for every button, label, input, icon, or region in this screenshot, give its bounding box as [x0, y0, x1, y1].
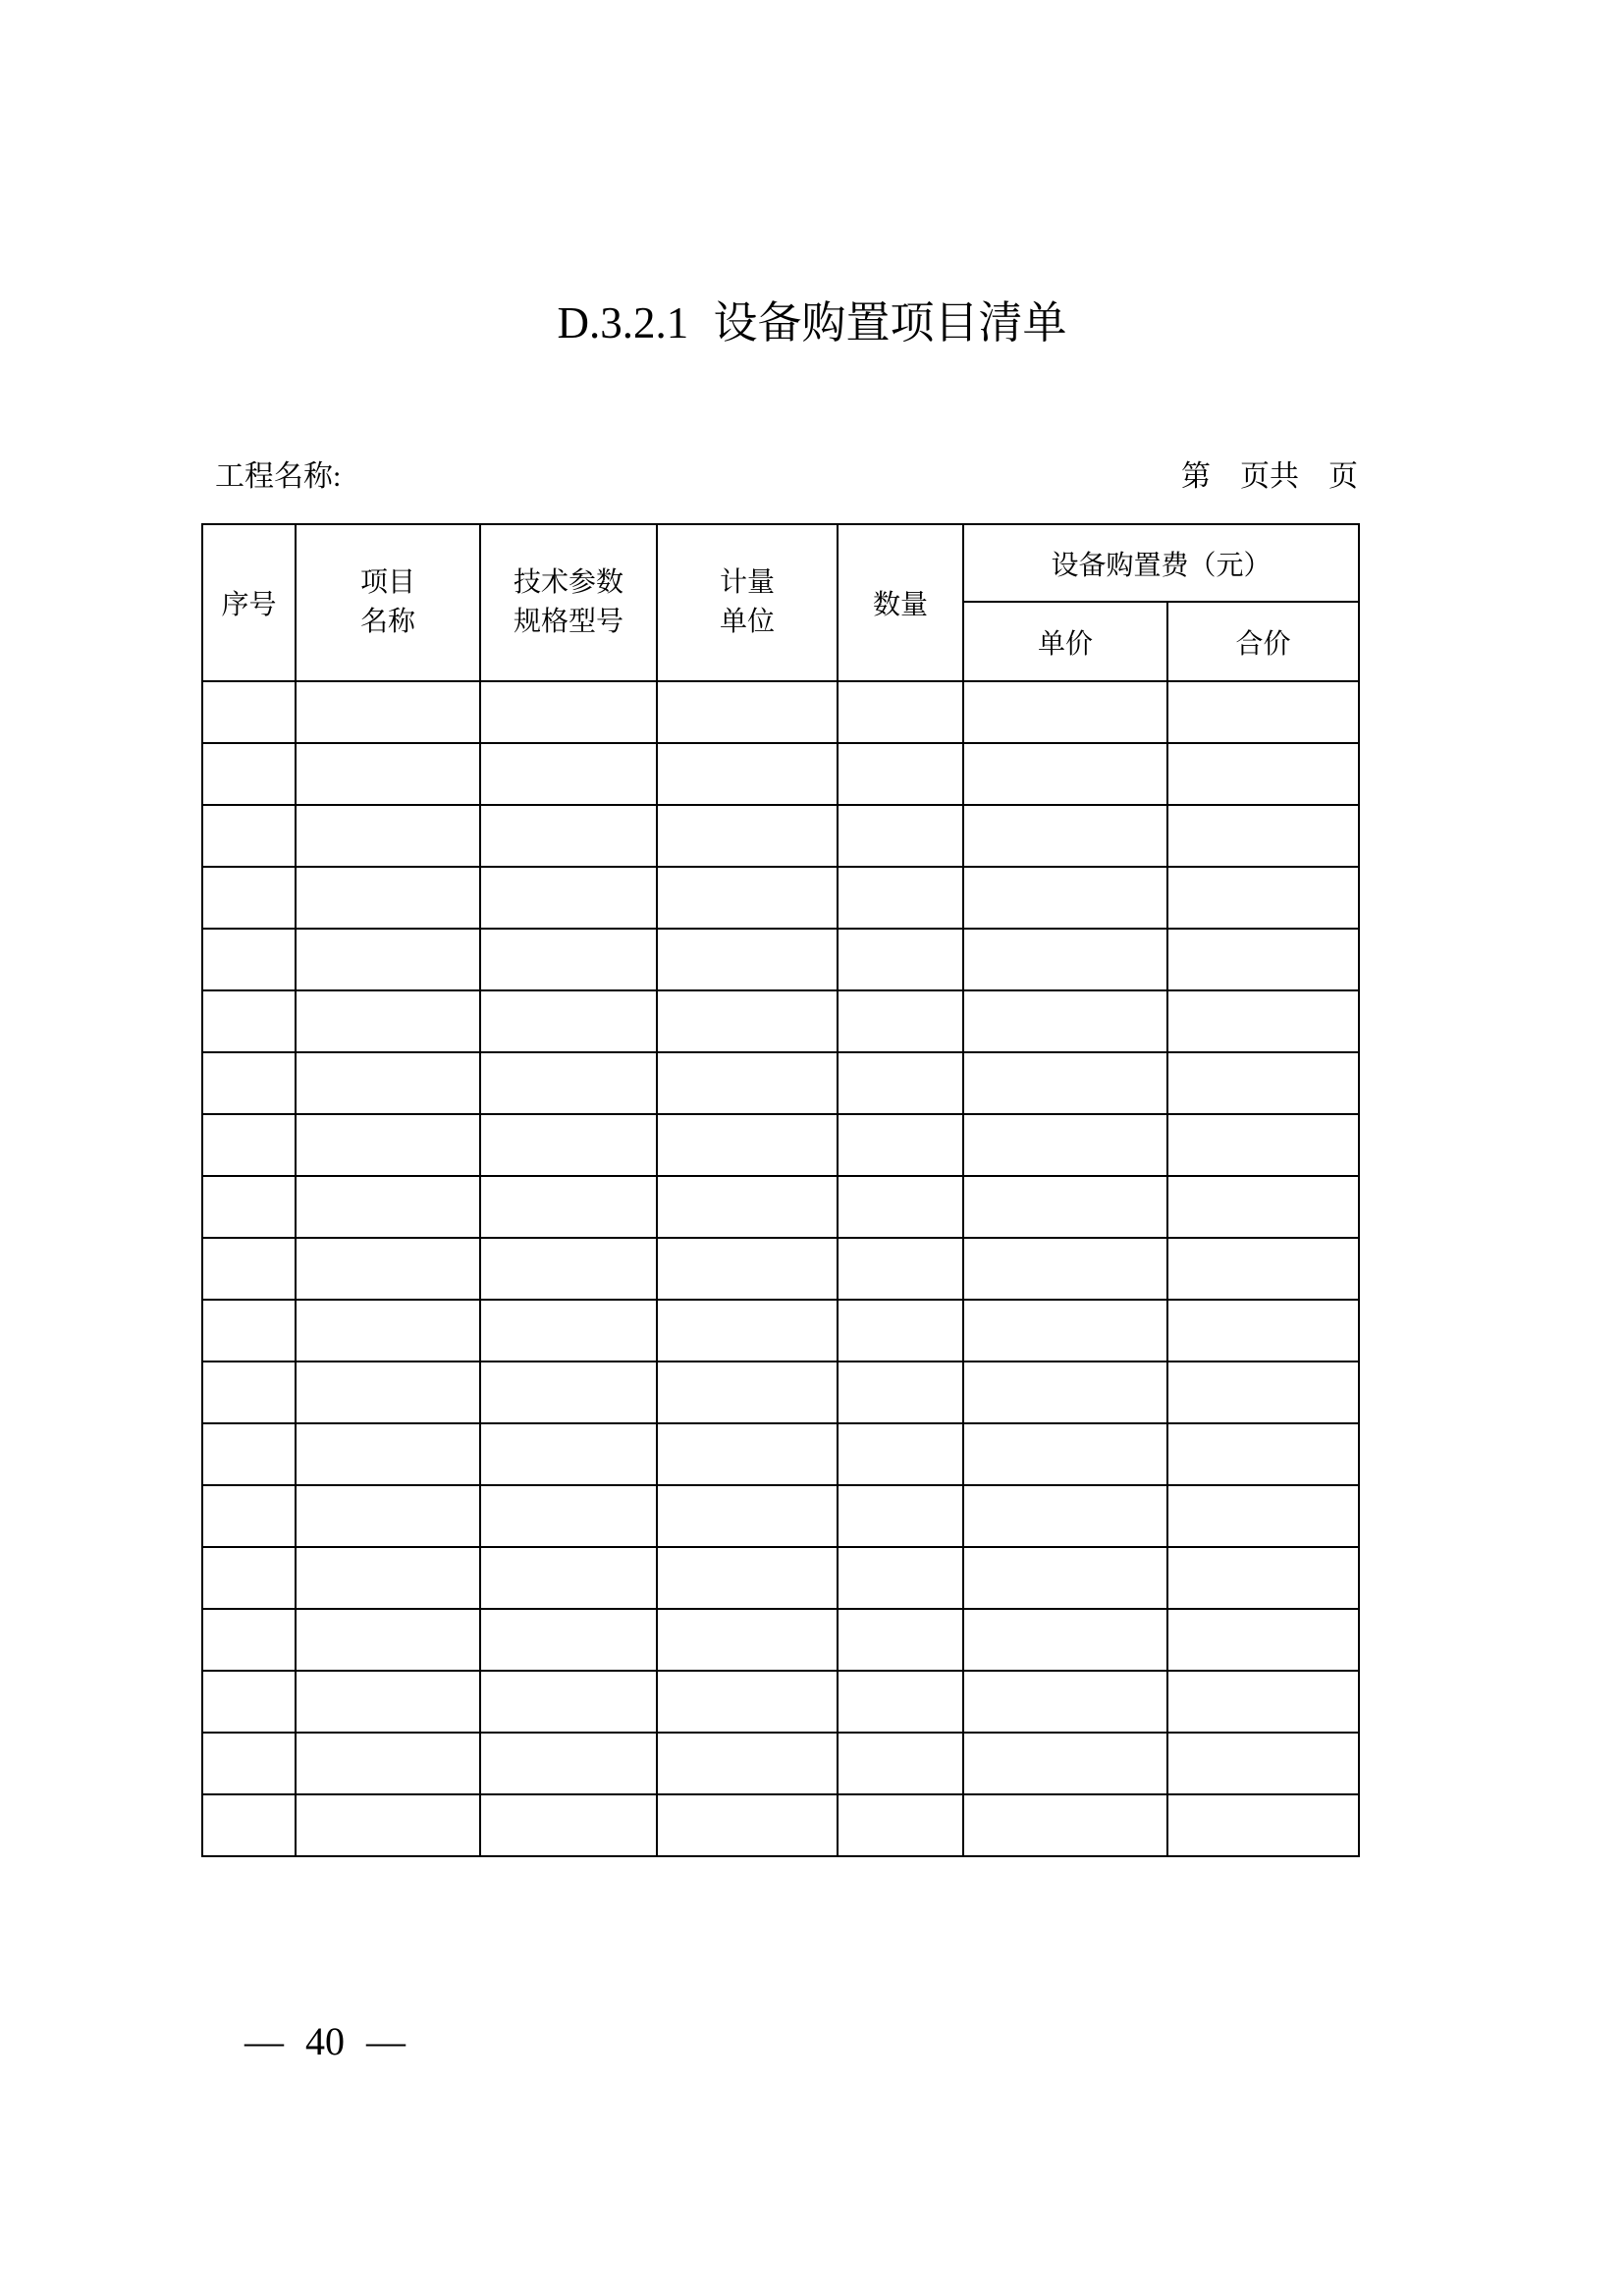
table-cell-empty: [657, 1733, 838, 1794]
table-cell-empty: [1167, 1794, 1359, 1856]
table-row: [202, 1733, 1359, 1794]
col-header-unit-price: 单价: [963, 602, 1167, 681]
table-cell-empty: [480, 805, 657, 867]
table-cell-empty: [838, 1423, 963, 1485]
table-cell-empty: [1167, 805, 1359, 867]
table-cell-empty: [963, 990, 1167, 1052]
table-cell-empty: [963, 1547, 1167, 1609]
table-cell-empty: [480, 867, 657, 929]
table-cell-empty: [480, 1733, 657, 1794]
table-cell-empty: [963, 1485, 1167, 1547]
table-cell-empty: [657, 929, 838, 990]
table-cell-empty: [657, 1052, 838, 1114]
table-cell-empty: [1167, 1485, 1359, 1547]
col-header-spec-line2: 规格型号: [513, 607, 623, 637]
table-cell-empty: [963, 1423, 1167, 1485]
table-row: [202, 1485, 1359, 1547]
table-cell-empty: [963, 929, 1167, 990]
table-cell-empty: [838, 1300, 963, 1362]
table-row: [202, 867, 1359, 929]
table-cell-empty: [838, 1485, 963, 1547]
table-cell-empty: [963, 1794, 1167, 1856]
col-header-item-name-line1: 项目: [359, 567, 415, 598]
table-cell-empty: [657, 1238, 838, 1300]
table-cell-empty: [838, 990, 963, 1052]
table-cell-empty: [480, 929, 657, 990]
table-cell-empty: [963, 1114, 1167, 1176]
table-cell-empty: [202, 1547, 296, 1609]
col-header-spec-line1: 技术参数: [513, 567, 623, 598]
table-cell-empty: [480, 681, 657, 743]
table-cell-empty: [1167, 1609, 1359, 1671]
table-cell-empty: [963, 743, 1167, 805]
table-row: [202, 1176, 1359, 1238]
table-row: [202, 1423, 1359, 1485]
table-row: [202, 1547, 1359, 1609]
col-header-serial: 序号: [202, 524, 296, 681]
table-cell-empty: [202, 1362, 296, 1423]
table-cell-empty: [657, 1300, 838, 1362]
table-cell-empty: [296, 1362, 480, 1423]
table-cell-empty: [296, 1300, 480, 1362]
table-cell-empty: [296, 1733, 480, 1794]
table-cell-empty: [202, 1485, 296, 1547]
table-cell-empty: [1167, 1423, 1359, 1485]
table-cell-empty: [480, 1362, 657, 1423]
table-cell-empty: [296, 929, 480, 990]
table-cell-empty: [296, 1423, 480, 1485]
table-cell-empty: [480, 1300, 657, 1362]
table-cell-empty: [657, 1176, 838, 1238]
table-cell-empty: [296, 743, 480, 805]
table-cell-empty: [838, 1671, 963, 1733]
table-cell-empty: [838, 805, 963, 867]
table-cell-empty: [838, 681, 963, 743]
table-row: [202, 1238, 1359, 1300]
table-cell-empty: [657, 1671, 838, 1733]
table-cell-empty: [963, 1609, 1167, 1671]
table-row: [202, 681, 1359, 743]
table-cell-empty: [296, 681, 480, 743]
table-cell-empty: [838, 1238, 963, 1300]
table-cell-empty: [296, 805, 480, 867]
table-cell-empty: [838, 1609, 963, 1671]
header-row-top: [202, 524, 1359, 602]
table-cell-empty: [202, 1423, 296, 1485]
table-cell-empty: [1167, 1547, 1359, 1609]
table-cell-empty: [480, 1671, 657, 1733]
table-cell-empty: [202, 867, 296, 929]
table-cell-empty: [480, 1609, 657, 1671]
table-header: [202, 524, 1359, 681]
table-row: [202, 1609, 1359, 1671]
table-cell-empty: [202, 990, 296, 1052]
page-counter: 第 页共 页: [1181, 460, 1358, 493]
table-cell-empty: [963, 1671, 1167, 1733]
table-cell-empty: [480, 1238, 657, 1300]
table-cell-empty: [657, 1362, 838, 1423]
table-cell-empty: [296, 1176, 480, 1238]
table-cell-empty: [202, 1176, 296, 1238]
table-cell-empty: [963, 1733, 1167, 1794]
table-row: [202, 1671, 1359, 1733]
table-cell-empty: [296, 1609, 480, 1671]
page-number: — 40 —: [244, 2019, 406, 2063]
table-row: [202, 805, 1359, 867]
table-cell-empty: [296, 1238, 480, 1300]
col-header-total-price: 合价: [1167, 602, 1359, 681]
col-header-unit: [657, 524, 838, 681]
table-cell-empty: [480, 1794, 657, 1856]
table-cell-empty: [480, 1114, 657, 1176]
table-cell-empty: [1167, 1733, 1359, 1794]
table-cell-empty: [657, 681, 838, 743]
table-cell-empty: [296, 1547, 480, 1609]
table-cell-empty: [202, 1238, 296, 1300]
table-row: [202, 1794, 1359, 1856]
table-cell-empty: [963, 1052, 1167, 1114]
table-cell-empty: [202, 743, 296, 805]
table-cell-empty: [480, 1485, 657, 1547]
table-cell-empty: [202, 1052, 296, 1114]
table-cell-empty: [480, 990, 657, 1052]
table-cell-empty: [963, 681, 1167, 743]
table-cell-empty: [1167, 1238, 1359, 1300]
table-row: [202, 990, 1359, 1052]
table-cell-empty: [838, 1733, 963, 1794]
table-cell-empty: [657, 743, 838, 805]
table-cell-empty: [202, 1733, 296, 1794]
table-cell-empty: [657, 1423, 838, 1485]
table-cell-empty: [202, 805, 296, 867]
table-row: [202, 1362, 1359, 1423]
table-cell-empty: [1167, 681, 1359, 743]
table-cell-empty: [838, 867, 963, 929]
table-cell-empty: [963, 1176, 1167, 1238]
table-cell-empty: [480, 1423, 657, 1485]
table-cell-empty: [657, 1114, 838, 1176]
table-cell-empty: [1167, 990, 1359, 1052]
table-cell-empty: [1167, 1114, 1359, 1176]
table-cell-empty: [202, 1794, 296, 1856]
project-name-label: 工程名称:: [215, 460, 342, 493]
table-cell-empty: [1167, 1300, 1359, 1362]
table-cell-empty: [480, 1547, 657, 1609]
table-cell-empty: [963, 867, 1167, 929]
table-cell-empty: [202, 1671, 296, 1733]
table-cell-empty: [1167, 1362, 1359, 1423]
table-cell-empty: [202, 681, 296, 743]
table-cell-empty: [1167, 929, 1359, 990]
col-header-fee-group: 设备购置费（元）: [963, 524, 1359, 602]
table-cell-empty: [1167, 1176, 1359, 1238]
table-cell-empty: [838, 1052, 963, 1114]
table-cell-empty: [202, 929, 296, 990]
table-cell-empty: [480, 1052, 657, 1114]
col-header-unit-line1: 计量: [719, 567, 775, 598]
table-cell-empty: [1167, 743, 1359, 805]
col-header-item-name: [296, 524, 480, 681]
table-cell-empty: [963, 1300, 1167, 1362]
table-cell-empty: [657, 1485, 838, 1547]
table-row: [202, 743, 1359, 805]
table-cell-empty: [202, 1300, 296, 1362]
table-cell-empty: [838, 1547, 963, 1609]
table-body: [202, 681, 1359, 1856]
equipment-purchase-table: [201, 523, 1360, 1857]
table-cell-empty: [838, 743, 963, 805]
table-cell-empty: [838, 1794, 963, 1856]
table-cell-empty: [296, 1052, 480, 1114]
table-cell-empty: [657, 805, 838, 867]
table-cell-empty: [296, 1485, 480, 1547]
table-cell-empty: [657, 867, 838, 929]
table-cell-empty: [838, 1114, 963, 1176]
table-cell-empty: [296, 990, 480, 1052]
table-cell-empty: [480, 1176, 657, 1238]
table-cell-empty: [657, 1794, 838, 1856]
table-cell-empty: [296, 1794, 480, 1856]
table-cell-empty: [657, 1609, 838, 1671]
table-cell-empty: [838, 1362, 963, 1423]
table-cell-empty: [1167, 1671, 1359, 1733]
page-title: D.3.2.1 设备购置项目清单: [557, 298, 1067, 347]
table-cell-empty: [657, 1547, 838, 1609]
table-row: [202, 1114, 1359, 1176]
table-row: [202, 929, 1359, 990]
table-cell-empty: [838, 1176, 963, 1238]
table-cell-empty: [1167, 1052, 1359, 1114]
table-cell-empty: [202, 1114, 296, 1176]
table-cell-empty: [202, 1609, 296, 1671]
col-header-unit-line2: 单位: [719, 607, 775, 637]
table-cell-empty: [657, 990, 838, 1052]
table-cell-empty: [963, 1362, 1167, 1423]
table-cell-empty: [296, 1114, 480, 1176]
table-cell-empty: [480, 743, 657, 805]
col-header-item-name-line2: 名称: [359, 607, 415, 637]
table-cell-empty: [1167, 867, 1359, 929]
table-cell-empty: [296, 867, 480, 929]
table-cell-empty: [963, 1238, 1167, 1300]
table-row: [202, 1300, 1359, 1362]
table-cell-empty: [296, 1671, 480, 1733]
table-cell-empty: [838, 929, 963, 990]
table-cell-empty: [963, 805, 1167, 867]
table-row: [202, 1052, 1359, 1114]
col-header-quantity: 数量: [838, 524, 963, 681]
col-header-spec: [480, 524, 657, 681]
